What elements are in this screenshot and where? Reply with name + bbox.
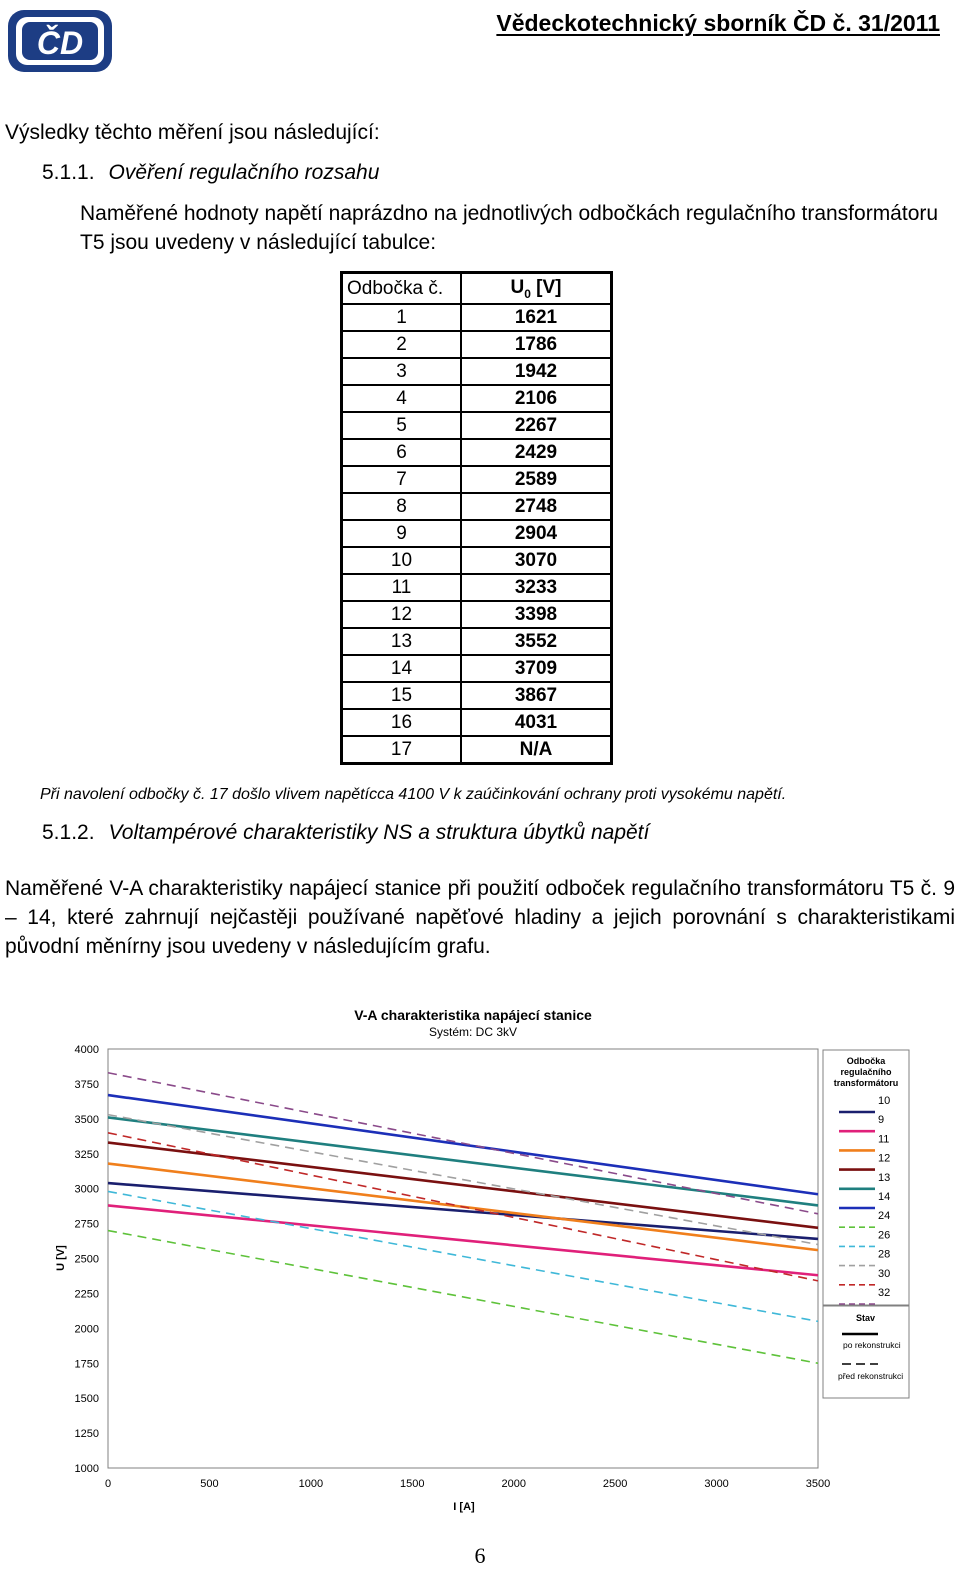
tap-voltage: 3552	[461, 628, 612, 655]
table-row	[342, 601, 612, 628]
section-512-heading	[42, 818, 649, 847]
y-tick-label: 1250	[74, 1428, 99, 1441]
chart-legend	[823, 1050, 909, 1398]
logo-text: ČD	[36, 25, 84, 61]
legend-state-solid-label: po rekonstrukci	[843, 1340, 901, 1350]
header-tap: Odbočka č.	[342, 273, 462, 305]
table-row	[342, 709, 612, 736]
tap-voltage: 2589	[461, 466, 612, 493]
section-512-paragraph: Naměřené V-A charakteristiky napájecí stanice při použití odboček regulačního transformátoru T5 č. 9 – 14, které zahrnují nejčastěji používané napěťové hladiny a jejich porovnání s charakteristikami původní měnírny jsou uvedeny v následujícím grafu.	[5, 877, 955, 958]
tap-voltage: 2106	[461, 385, 612, 412]
y-tick-label: 3000	[74, 1183, 99, 1196]
x-tick-label: 3000	[704, 1478, 729, 1490]
section-511-title: Ověření regulačního rozsahu	[108, 161, 380, 184]
legend-label-14: 14	[878, 1191, 891, 1203]
legend-label-28: 28	[878, 1248, 891, 1261]
series-line-30	[108, 1133, 818, 1281]
tap-number: 3	[342, 358, 462, 385]
legend-state-title: Stav	[856, 1313, 876, 1323]
legend-label-11: 11	[878, 1133, 890, 1146]
va-characteristic-chart	[0, 998, 960, 1538]
y-tick-label: 4000	[74, 1044, 99, 1056]
section-511-heading	[42, 158, 379, 187]
legend-title: Odbočka regulačního transformátoru	[833, 1056, 899, 1088]
plot-area	[55, 1044, 830, 1513]
x-tick-label: 1000	[298, 1478, 324, 1490]
y-tick-label: 1500	[74, 1393, 99, 1406]
tap-number: 17	[342, 736, 462, 764]
table-row	[342, 682, 612, 709]
tap-number: 8	[342, 493, 462, 520]
page-number: 6	[474, 1543, 486, 1568]
section-512-title: Voltampérové charakteristiky NS a struktura úbytků napětí	[108, 821, 650, 844]
legend-label-12: 12	[878, 1152, 891, 1165]
tap-number: 13	[342, 628, 462, 655]
table-row	[342, 520, 612, 547]
table-row	[342, 331, 612, 358]
tap-number: 1	[342, 304, 462, 331]
x-tick-label: 3500	[805, 1478, 831, 1490]
y-tick-label: 3500	[74, 1113, 99, 1126]
section-511-paragraph: Naměřené hodnoty napětí naprázdno na jednotlivých odbočkách regulačního transformátoru T5 jsou uvedeny v následující tabulce:	[80, 202, 939, 254]
tap-voltage: 3867	[461, 682, 612, 709]
table-header-row	[342, 273, 612, 305]
tap-number: 6	[342, 439, 462, 466]
tap-voltage: 2748	[461, 493, 612, 520]
y-tick-label: 1750	[74, 1358, 99, 1371]
tap-voltage: 1786	[461, 331, 612, 358]
tap-number: 16	[342, 709, 462, 736]
tap-voltage: 2904	[461, 520, 612, 547]
table-row	[342, 358, 612, 385]
chart-subtitle: Systém: DC 3kV	[428, 1025, 518, 1039]
tap-voltage: N/A	[519, 738, 553, 760]
legend-label-9: 9	[878, 1114, 885, 1127]
table-row	[342, 493, 612, 520]
tap-voltage: 2267	[461, 412, 612, 439]
tap-voltage: 4031	[461, 709, 612, 736]
table-row	[342, 655, 612, 682]
tap-voltage: 3709	[461, 655, 612, 682]
tap-voltage: 3398	[461, 601, 612, 628]
cd-logo	[4, 4, 116, 78]
tap-voltage: 1621	[461, 304, 612, 331]
legend-label-13: 13	[878, 1171, 891, 1184]
y-tick-label: 1000	[74, 1463, 99, 1475]
chart-title: V-A charakteristika napájecí stanice	[354, 1007, 592, 1023]
table-row	[342, 439, 612, 466]
table-row	[342, 574, 612, 601]
tap-number: 10	[342, 547, 462, 574]
y-axis-label: U [V]	[55, 1245, 67, 1271]
tap-number: 7	[342, 466, 462, 493]
tap-number: 12	[342, 601, 462, 628]
tap-voltage-table	[340, 271, 613, 765]
x-tick-label: 0	[104, 1478, 112, 1490]
section-511-number: 5.1.1.	[42, 161, 95, 184]
legend-label-30: 30	[878, 1267, 891, 1280]
tap-number: 15	[342, 682, 462, 709]
x-tick-label: 2500	[602, 1478, 628, 1490]
intro-text: Výsledky těchto měření jsou následující:	[5, 121, 380, 144]
table-row	[342, 466, 612, 493]
y-tick-label: 3250	[74, 1148, 99, 1161]
table-row	[342, 628, 612, 655]
y-tick-label: 3750	[74, 1078, 99, 1091]
table-row	[342, 385, 612, 412]
table-row	[342, 547, 612, 574]
tap-number: 2	[342, 331, 462, 358]
legend-label-24: 24	[878, 1210, 891, 1223]
x-tick-label: 1500	[400, 1478, 425, 1490]
table-row	[342, 736, 612, 764]
tap-number: 4	[342, 385, 462, 412]
legend-label-26: 26	[878, 1229, 891, 1242]
tap-voltage: 3233	[461, 574, 612, 601]
y-tick-label: 2750	[74, 1218, 99, 1231]
tap-number: 11	[342, 574, 462, 601]
x-tick-label: 500	[200, 1478, 219, 1490]
y-tick-label: 2250	[74, 1288, 99, 1301]
tap-voltage: 3070	[461, 547, 612, 574]
legend-state-dashed-label: před rekonstrukci	[838, 1371, 904, 1381]
journal-title: Vědeckotechnický sborník ČD č. 31/2011	[496, 10, 940, 36]
table-row	[342, 304, 612, 331]
table-note: Při navolení odbočky č. 17 došlo vlivem napětícca 4100 V k zaúčinkování ochrany proti vysokému napětí.	[40, 786, 787, 803]
header-voltage: $U_0$ [V]	[461, 273, 612, 305]
tap-voltage: 2429	[461, 439, 612, 466]
legend-label-32: 32	[878, 1287, 891, 1299]
tap-voltage: 1942	[461, 358, 612, 385]
table-row	[342, 412, 612, 439]
tap-number: 9	[342, 520, 462, 547]
y-tick-label: 2000	[74, 1323, 99, 1336]
y-tick-label: 2500	[74, 1253, 99, 1266]
tap-number: 14	[342, 655, 462, 682]
legend-box	[823, 1050, 909, 1305]
legend-label-10: 10	[878, 1095, 891, 1107]
series-line-24	[108, 1231, 818, 1364]
x-tick-label: 2000	[501, 1478, 526, 1490]
x-axis-label: I [A]	[453, 1501, 475, 1513]
tap-number: 5	[342, 412, 462, 439]
section-512-number: 5.1.2.	[42, 821, 95, 844]
